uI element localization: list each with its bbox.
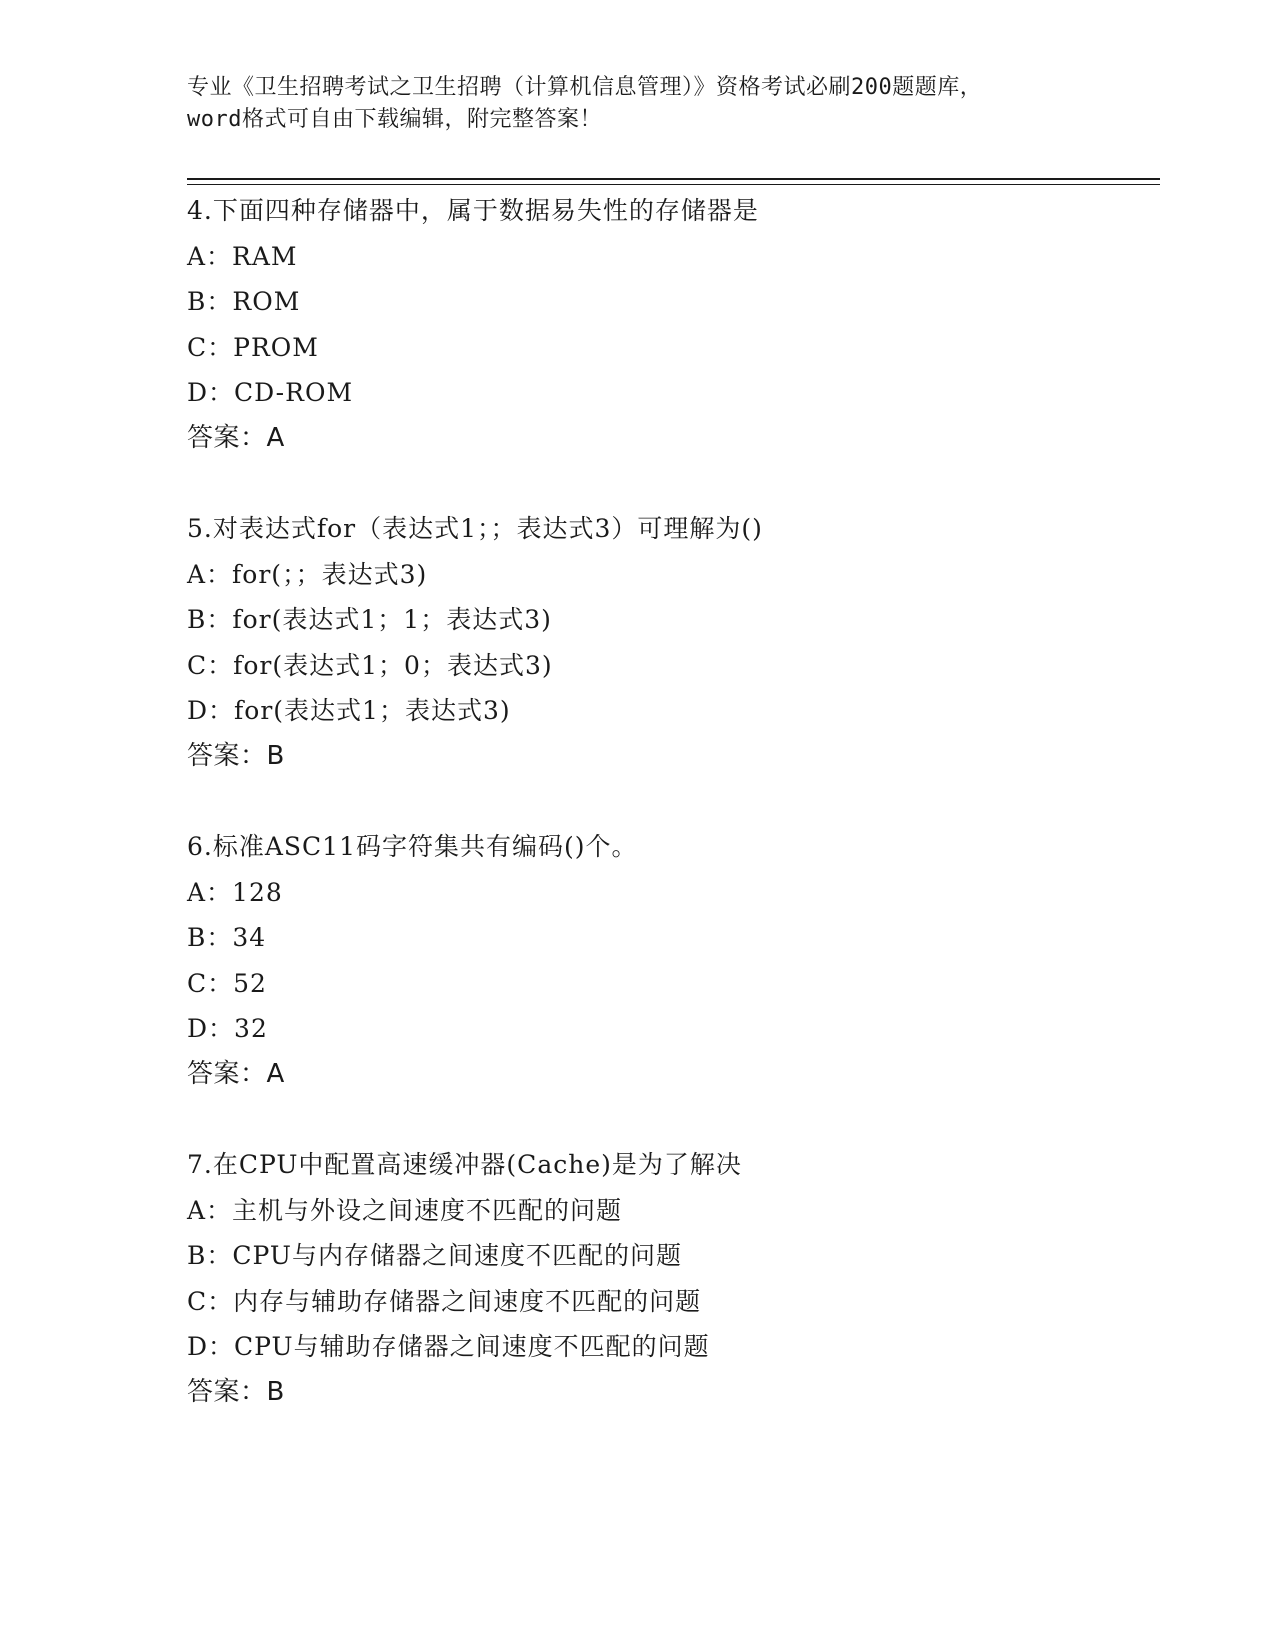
option-b: B：34 bbox=[187, 923, 267, 952]
option-d: D：CD-ROM bbox=[187, 378, 354, 407]
option-a: A：for(；；表达式3) bbox=[187, 559, 428, 589]
option-b: B：CPU与内存储器之间速度不匹配的问题 bbox=[187, 1241, 682, 1270]
document-header bbox=[187, 72, 1087, 136]
answer-line: 答案：B bbox=[187, 740, 285, 771]
question-stem: 4.下面四种存储器中，属于数据易失性的存储器是 bbox=[187, 196, 759, 225]
option-d: D：for(表达式1；表达式3) bbox=[187, 696, 511, 725]
answer-line: 答案：B bbox=[187, 1376, 285, 1407]
option-a: A：128 bbox=[187, 877, 283, 907]
option-c: C：PROM bbox=[187, 332, 319, 362]
question-stem: 6.标准ASC11码字符集共有编码()个。 bbox=[187, 832, 638, 861]
question-block bbox=[187, 188, 1167, 461]
header-title-line-2: word格式可自由下载编辑，附完整答案！ bbox=[187, 107, 602, 132]
question-block bbox=[187, 506, 1167, 779]
option-d: D：CPU与辅助存储器之间速度不匹配的问题 bbox=[187, 1332, 710, 1361]
option-b: B：for(表达式1；1；表达式3) bbox=[187, 605, 552, 634]
question-block bbox=[187, 1142, 1167, 1415]
option-a: A：RAM bbox=[187, 241, 298, 271]
answer-line: 答案：A bbox=[187, 1058, 285, 1089]
header-divider-thin bbox=[187, 184, 1160, 185]
option-c: C：内存与辅助存储器之间速度不匹配的问题 bbox=[187, 1286, 702, 1316]
option-c: C：52 bbox=[187, 968, 267, 998]
header-divider-thick bbox=[187, 178, 1160, 180]
header-title-line-1: 专业《卫生招聘考试之卫生招聘（计算机信息管理）》资格考试必刷200题题库， bbox=[187, 75, 983, 100]
option-a: A：主机与外设之间速度不匹配的问题 bbox=[187, 1195, 623, 1225]
option-d: D：32 bbox=[187, 1014, 268, 1043]
answer-line: 答案：A bbox=[187, 422, 285, 453]
question-stem: 7.在CPU中配置高速缓冲器(Cache)是为了解决 bbox=[187, 1150, 742, 1179]
option-b: B：ROM bbox=[187, 287, 301, 316]
question-stem: 5.对表达式for（表达式1；；表达式3）可理解为() bbox=[187, 514, 763, 543]
question-block bbox=[187, 824, 1167, 1097]
option-c: C：for(表达式1；0；表达式3) bbox=[187, 650, 553, 680]
